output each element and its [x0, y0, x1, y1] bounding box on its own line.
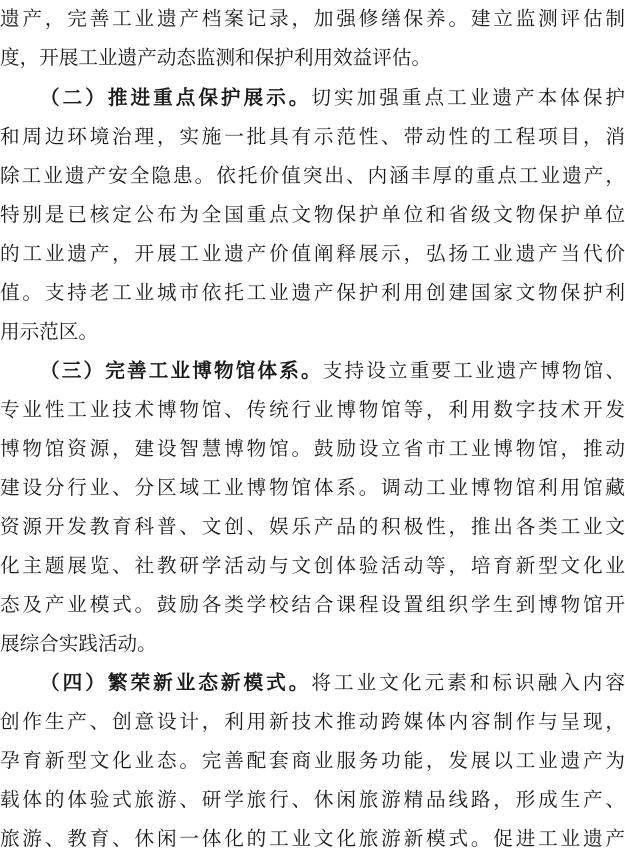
line-text: 度，开展工业遗产动态监测和保护利用效益评估。	[0, 46, 432, 69]
text-line	[0, 120, 625, 154]
line-text: 除工业遗产安全隐患。依托价值突出、内涵丰厚的重点工业遗产，	[0, 164, 625, 187]
text-line	[0, 198, 625, 232]
text-line	[0, 627, 625, 661]
line-text: 支持设立重要工业遗产博物馆、	[322, 359, 625, 382]
line-text: 载体的体验式旅游、研学旅行、休闲旅游精品线路，形成生产、	[0, 788, 625, 811]
text-line	[0, 159, 625, 193]
line-text: 展综合实践活动。	[0, 632, 157, 655]
line-text: 建设分行业、分区域工业博物馆体系。调动工业博物馆利用馆藏	[0, 476, 625, 499]
text-line	[0, 744, 625, 778]
line-text: 和周边环境治理，实施一批具有示范性、带动性的工程项目，消	[0, 125, 625, 148]
text-line	[0, 432, 625, 466]
line-text: 化主题展览、社教研学活动与文创体验活动等，培育新型文化业	[0, 554, 625, 577]
line-text: 孕育新型文化业态。完善配套商业服务功能，发展以工业遗产为	[0, 749, 625, 772]
line-text: 的工业遗产，开展工业遗产价值阐释展示，弘扬工业遗产当代价	[0, 242, 625, 265]
text-line	[0, 588, 625, 622]
line-text: 将工业文化元素和标识融入内容	[311, 671, 625, 694]
text-line	[0, 315, 625, 349]
line-text: 值。支持老工业城市依托工业遗产保护利用创建国家文物保护利	[0, 281, 625, 304]
section-heading-line	[40, 666, 625, 700]
section-heading: （三）完善工业博物馆体系。	[40, 359, 323, 382]
section-heading-line	[40, 354, 625, 388]
line-text: 态及产业模式。鼓励各类学校结合课程设置组织学生到博物馆开	[0, 593, 625, 616]
line-text: 用示范区。	[0, 320, 98, 343]
section-heading: （二）推进重点保护展示。	[40, 86, 312, 109]
text-line	[0, 41, 625, 75]
text-line	[0, 783, 625, 817]
line-text: 遗产，完善工业遗产档案记录，加强修缮保养。建立监测评估制	[0, 7, 625, 30]
line-text: 博物馆资源，建设智慧博物馆。鼓励设立省市工业博物馆，推动	[0, 437, 625, 460]
text-line	[0, 822, 625, 854]
section-heading-line	[40, 81, 625, 115]
section-heading: （四）繁荣新业态新模式。	[40, 671, 312, 694]
text-line	[0, 2, 625, 36]
text-line	[0, 393, 625, 427]
text-line	[0, 471, 625, 505]
text-line	[0, 549, 625, 583]
line-text: 资源开发教育科普、文创、娱乐产品的积极性，推出各类工业文	[0, 515, 625, 538]
line-text: 专业性工业技术博物馆、传统行业博物馆等，利用数字技术开发	[0, 398, 625, 421]
text-line	[0, 705, 625, 739]
line-text: 特别是已核定公布为全国重点文物保护单位和省级文物保护单位	[0, 203, 625, 226]
line-text: 旅游、教育、休闲一体化的工业文化旅游新模式。促进工业遗产	[0, 827, 625, 850]
text-line	[0, 237, 625, 271]
line-text: 切实加强重点工业遗产本体保护	[311, 86, 625, 109]
text-line	[0, 276, 625, 310]
line-text: 创作生产、创意设计，利用新技术推动跨媒体内容制作与呈现，	[0, 710, 625, 733]
text-line	[0, 510, 625, 544]
